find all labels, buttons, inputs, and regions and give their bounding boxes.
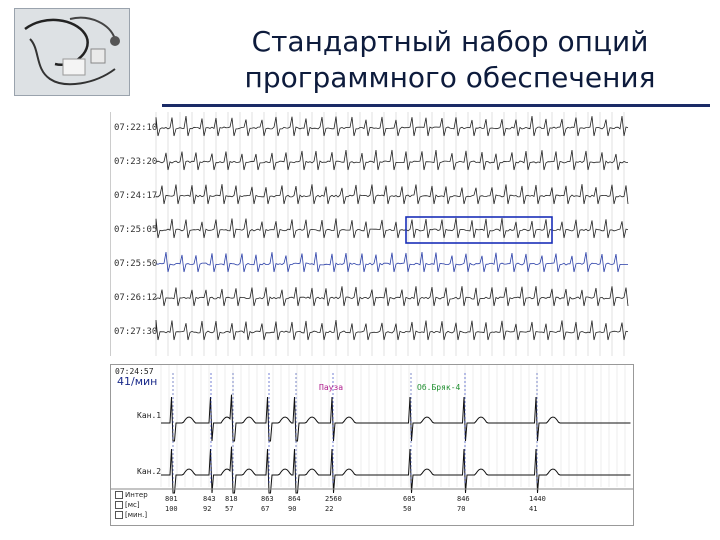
ecg-strip-0 <box>156 116 628 136</box>
holter-overview <box>110 112 633 356</box>
stethoscope-photo <box>14 8 130 96</box>
option-ms[interactable] <box>115 501 140 509</box>
interval-ms-7: 846 <box>457 495 470 503</box>
rate-value-2: 57 <box>225 505 234 513</box>
option-ms-label: [мс] <box>125 501 140 509</box>
heart-rate: 41/мин <box>117 375 158 388</box>
ecg-strip-1 <box>156 150 628 170</box>
holter-strips-canvas <box>111 112 633 356</box>
ecg-strip-2 <box>156 184 628 204</box>
strip-time-3: 07:25:05 <box>114 225 158 235</box>
ecg-zoom-panel <box>110 364 634 526</box>
strip-time-0: 07:22:10 <box>114 123 158 133</box>
interval-ms-4: 864 <box>288 495 301 503</box>
interval-ms-1: 843 <box>203 495 216 503</box>
interval-ms-8: 1440 <box>529 495 546 503</box>
rate-value-4: 90 <box>288 505 297 513</box>
strip-time-6: 07:27:30 <box>114 327 158 337</box>
interval-ms-3: 863 <box>261 495 274 503</box>
zoom-time: 07:24:57 <box>115 367 154 376</box>
rate-value-6: 50 <box>403 505 412 513</box>
ecg-zoom-canvas <box>111 365 633 525</box>
checkbox-icon <box>115 491 123 499</box>
checkbox-icon <box>115 511 123 519</box>
rate-value-7: 70 <box>457 505 466 513</box>
pause-annotation: Пауза <box>319 383 344 392</box>
ecg-channel1-trace <box>161 395 631 441</box>
interval-ms-5: 2560 <box>325 495 342 503</box>
option-min-label: [мин.] <box>125 511 148 519</box>
option-min[interactable] <box>115 511 147 519</box>
title-underline <box>162 104 710 107</box>
ecg-strip-4 <box>156 252 628 272</box>
interval-ms-2: 818 <box>225 495 238 503</box>
interval-ms-0: 801 <box>165 495 178 503</box>
rate-value-5: 22 <box>325 505 334 513</box>
strip-time-5: 07:26:12 <box>114 293 158 303</box>
rate-value-3: 67 <box>261 505 270 513</box>
channel2-label: Кан.2 <box>137 467 162 476</box>
rate-value-8: 41 <box>529 505 538 513</box>
checkbox-icon <box>115 501 123 509</box>
slide-title <box>190 24 710 96</box>
slide-title-line1: Стандартный набор опций <box>251 25 649 58</box>
strip-time-4: 07:25:50 <box>114 259 158 269</box>
slide-title-line2: программного обеспечения <box>244 61 656 94</box>
ecg-strip-6 <box>156 320 628 340</box>
option-interval[interactable] <box>115 491 148 499</box>
option-interval-label: Интер <box>125 491 148 499</box>
ecg-strip-5 <box>156 286 628 306</box>
rate-value-1: 92 <box>203 505 212 513</box>
channel1-label: Кан.1 <box>137 411 162 420</box>
ecg-strip-3 <box>156 218 628 238</box>
ecg-channel2-trace <box>161 447 631 493</box>
custom-annotation: Об.Бряк-4 <box>417 383 461 392</box>
strip-time-2: 07:24:17 <box>114 191 158 201</box>
rate-value-0: 100 <box>165 505 178 513</box>
strip-time-1: 07:23:20 <box>114 157 158 167</box>
interval-ms-6: 605 <box>403 495 416 503</box>
